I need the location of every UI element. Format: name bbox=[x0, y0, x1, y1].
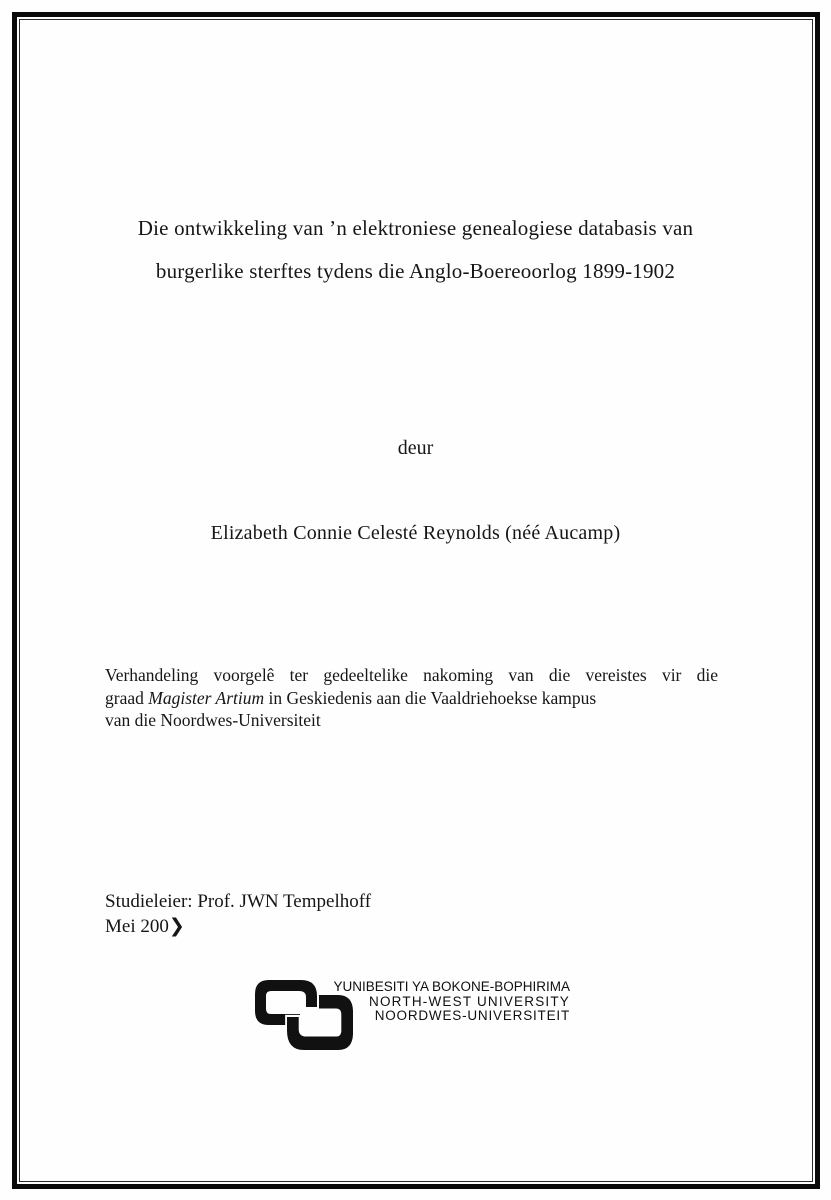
thesis-line2-post: in Geskiedenis aan die Vaaldriehoekse kampus bbox=[264, 687, 597, 708]
logo-line-english: NORTH-WEST UNIVERSITY bbox=[369, 993, 570, 1009]
byline-label: deur bbox=[397, 437, 434, 459]
thesis-statement-line-2 bbox=[105, 687, 718, 710]
thesis-statement-line-1: Verhandeling voorgelê ter gedeeltelike nakoming van die vereistes vir die bbox=[105, 665, 718, 685]
author-name: Elizabeth Connie Celesté Reynolds (néé Aucamp) bbox=[210, 522, 621, 544]
supervisor-block bbox=[105, 889, 371, 939]
thesis-statement-line-3: van die Noordwes-Universiteit bbox=[105, 710, 321, 730]
thesis-line2-pre: graad bbox=[105, 687, 149, 708]
title-line-2: burgerlike sterftes tydens die Anglo-Boereoorlog 1899-1902 bbox=[155, 259, 676, 283]
degree-name: Magister Artium bbox=[148, 687, 265, 708]
page-title bbox=[0, 207, 831, 293]
title-line-1: Die ontwikkeling van ’n elektroniese genealogiese databasis van bbox=[137, 216, 694, 240]
date-line: Mei 200❯ bbox=[105, 916, 185, 937]
logo-line-afrikaans: NOORDWES-UNIVERSITEIT bbox=[374, 1008, 570, 1024]
logo-line-setswana: YUNIBESITI YA BOKONE-BOPHIRIMA bbox=[333, 979, 570, 994]
supervisor-line: Studieleier: Prof. JWN Tempelhoff bbox=[105, 891, 372, 912]
nwu-logo bbox=[255, 979, 570, 1057]
nwu-logo-text bbox=[333, 980, 570, 1024]
thesis-statement bbox=[105, 664, 718, 732]
